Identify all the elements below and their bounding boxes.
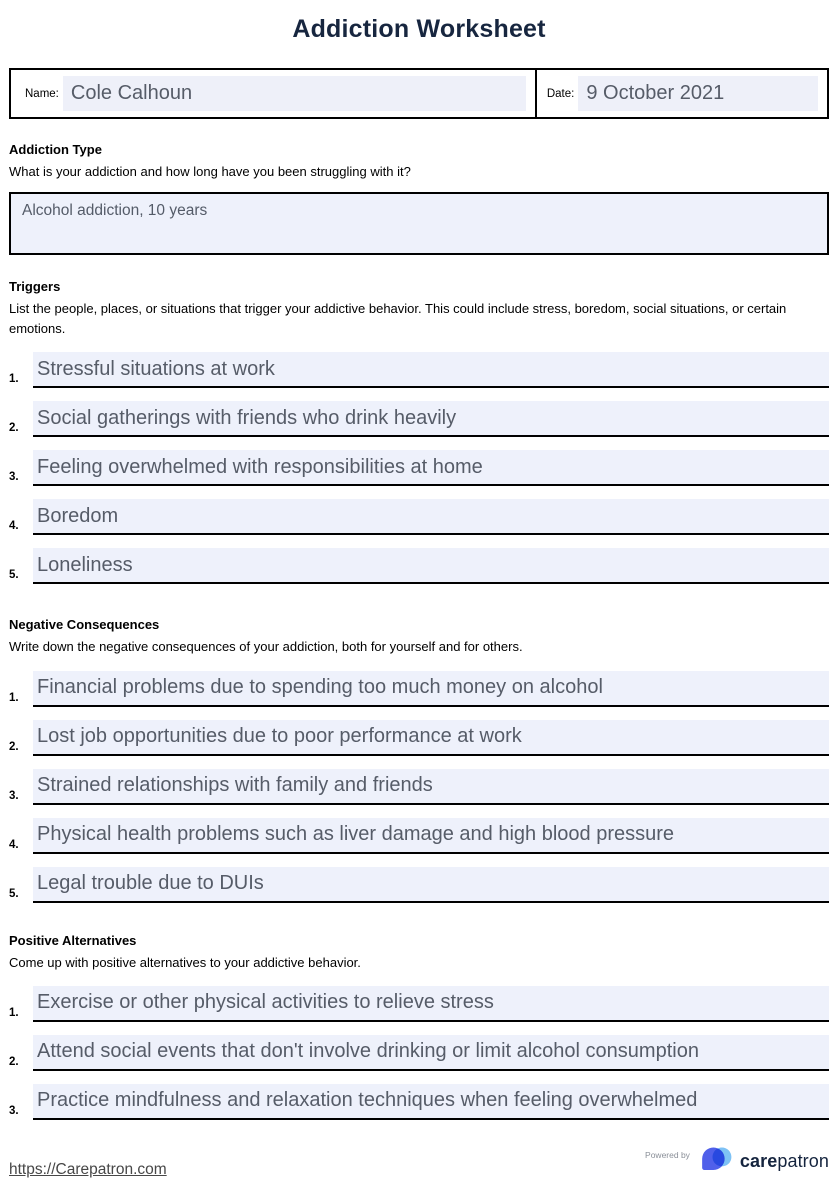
- date-label: Date:: [546, 87, 575, 100]
- section-description: What is your addiction and how long have you been struggling with it?: [9, 164, 411, 179]
- name-label: Name:: [25, 87, 59, 100]
- wordmark-care: care: [739, 1150, 778, 1171]
- numbered-answer-row: [9, 548, 829, 584]
- answer-field[interactable]: [33, 1035, 829, 1071]
- page-title: Addiction Worksheet: [292, 15, 546, 43]
- answer-field[interactable]: [33, 1084, 829, 1120]
- numbered-answer-row: [9, 769, 829, 805]
- powered-by-label: Powered by: [645, 1150, 690, 1160]
- item-number: 1.: [9, 373, 19, 386]
- negative-consequences-list: [9, 671, 829, 903]
- section-description: Come up with positive alternatives to your addictive behavior.: [9, 954, 361, 970]
- item-number: 1.: [9, 1006, 19, 1019]
- answer-field[interactable]: [33, 818, 829, 854]
- answer-text: Boredom: [37, 504, 119, 527]
- section-heading: Negative Consequences: [9, 617, 160, 633]
- positive-alternatives-list: [9, 986, 829, 1120]
- carepatron-link[interactable]: https://Carepatron.com: [9, 1161, 167, 1178]
- section-heading: Positive Alternatives: [9, 932, 137, 948]
- answer-text: Social gatherings with friends who drink heavily: [37, 406, 457, 429]
- numbered-answer-row: [9, 720, 829, 756]
- numbered-answer-row: [9, 1084, 829, 1120]
- section-heading: Triggers: [9, 279, 61, 295]
- answer-field[interactable]: [33, 720, 829, 756]
- numbered-answer-row: [9, 867, 829, 903]
- answer-field[interactable]: [33, 450, 829, 486]
- carepatron-logo-icon: [699, 1143, 735, 1179]
- section-positive-alternatives: [9, 933, 829, 1120]
- section-negative-consequences: [9, 617, 829, 902]
- item-number: 3.: [9, 789, 19, 802]
- answer-text: Practice mindfulness and relaxation techniques when feeling overwhelmed: [37, 1089, 698, 1112]
- answer-field[interactable]: [33, 499, 829, 535]
- answer-field[interactable]: [33, 986, 829, 1022]
- section-heading: Addiction Type: [9, 142, 102, 157]
- item-number: 1.: [9, 691, 19, 704]
- numbered-answer-row: [9, 352, 829, 388]
- answer-text: Legal trouble due to DUIs: [37, 872, 264, 895]
- item-number: 3.: [9, 471, 19, 484]
- numbered-answer-row: [9, 671, 829, 707]
- answer-field[interactable]: [33, 671, 829, 707]
- answer-text: Attend social events that don't involve drinking or limit alcohol consumption: [37, 1040, 699, 1063]
- name-input[interactable]: Cole Calhoun: [63, 76, 526, 111]
- page-footer: [9, 1143, 829, 1179]
- answer-text: Loneliness: [37, 553, 133, 576]
- item-number: 2.: [9, 422, 19, 435]
- item-number: 4.: [9, 838, 19, 851]
- item-number: 5.: [9, 887, 19, 900]
- numbered-answer-row: [9, 450, 829, 486]
- name-date-box: [9, 68, 829, 119]
- numbered-answer-row: [9, 401, 829, 437]
- answer-field[interactable]: [33, 352, 829, 388]
- answer-field[interactable]: [33, 769, 829, 805]
- carepatron-wordmark: [740, 1151, 829, 1172]
- addiction-type-textarea[interactable]: Alcohol addiction, 10 years: [9, 192, 829, 255]
- section-triggers: [9, 279, 829, 584]
- triggers-list: [9, 352, 829, 584]
- item-number: 4.: [9, 520, 19, 533]
- answer-text: Strained relationships with family and friends: [37, 774, 433, 797]
- answer-text: Exercise or other physical activities to relieve stress: [37, 991, 494, 1014]
- item-number: 2.: [9, 740, 19, 753]
- wordmark-patron: patron: [777, 1150, 829, 1171]
- item-number: 5.: [9, 569, 19, 582]
- date-cell: [535, 70, 827, 117]
- answer-field[interactable]: [33, 867, 829, 903]
- answer-text: Stressful situations at work: [37, 357, 275, 380]
- numbered-answer-row: [9, 986, 829, 1022]
- answer-text: Lost job opportunities due to poor performance at work: [37, 725, 522, 748]
- section-addiction-type: [9, 142, 829, 255]
- numbered-answer-row: [9, 818, 829, 854]
- answer-field[interactable]: [33, 548, 829, 584]
- date-input[interactable]: 9 October 2021: [578, 76, 818, 111]
- brand-block: [645, 1143, 829, 1179]
- item-number: 2.: [9, 1055, 19, 1068]
- answer-text: Feeling overwhelmed with responsibilities at home: [37, 455, 483, 478]
- section-description: List the people, places, or situations that trigger your addictive behavior. This could include stress, boredom, social situations, or certain emotions.: [9, 301, 787, 337]
- item-number: 3.: [9, 1104, 19, 1117]
- numbered-answer-row: [9, 499, 829, 535]
- numbered-answer-row: [9, 1035, 829, 1071]
- answer-field[interactable]: [33, 401, 829, 437]
- section-description: Write down the negative consequences of your addiction, both for yourself and for others.: [9, 639, 523, 655]
- name-cell: [11, 70, 535, 117]
- answer-text: Financial problems due to spending too much money on alcohol: [37, 676, 603, 699]
- answer-text: Physical health problems such as liver damage and high blood pressure: [37, 823, 675, 846]
